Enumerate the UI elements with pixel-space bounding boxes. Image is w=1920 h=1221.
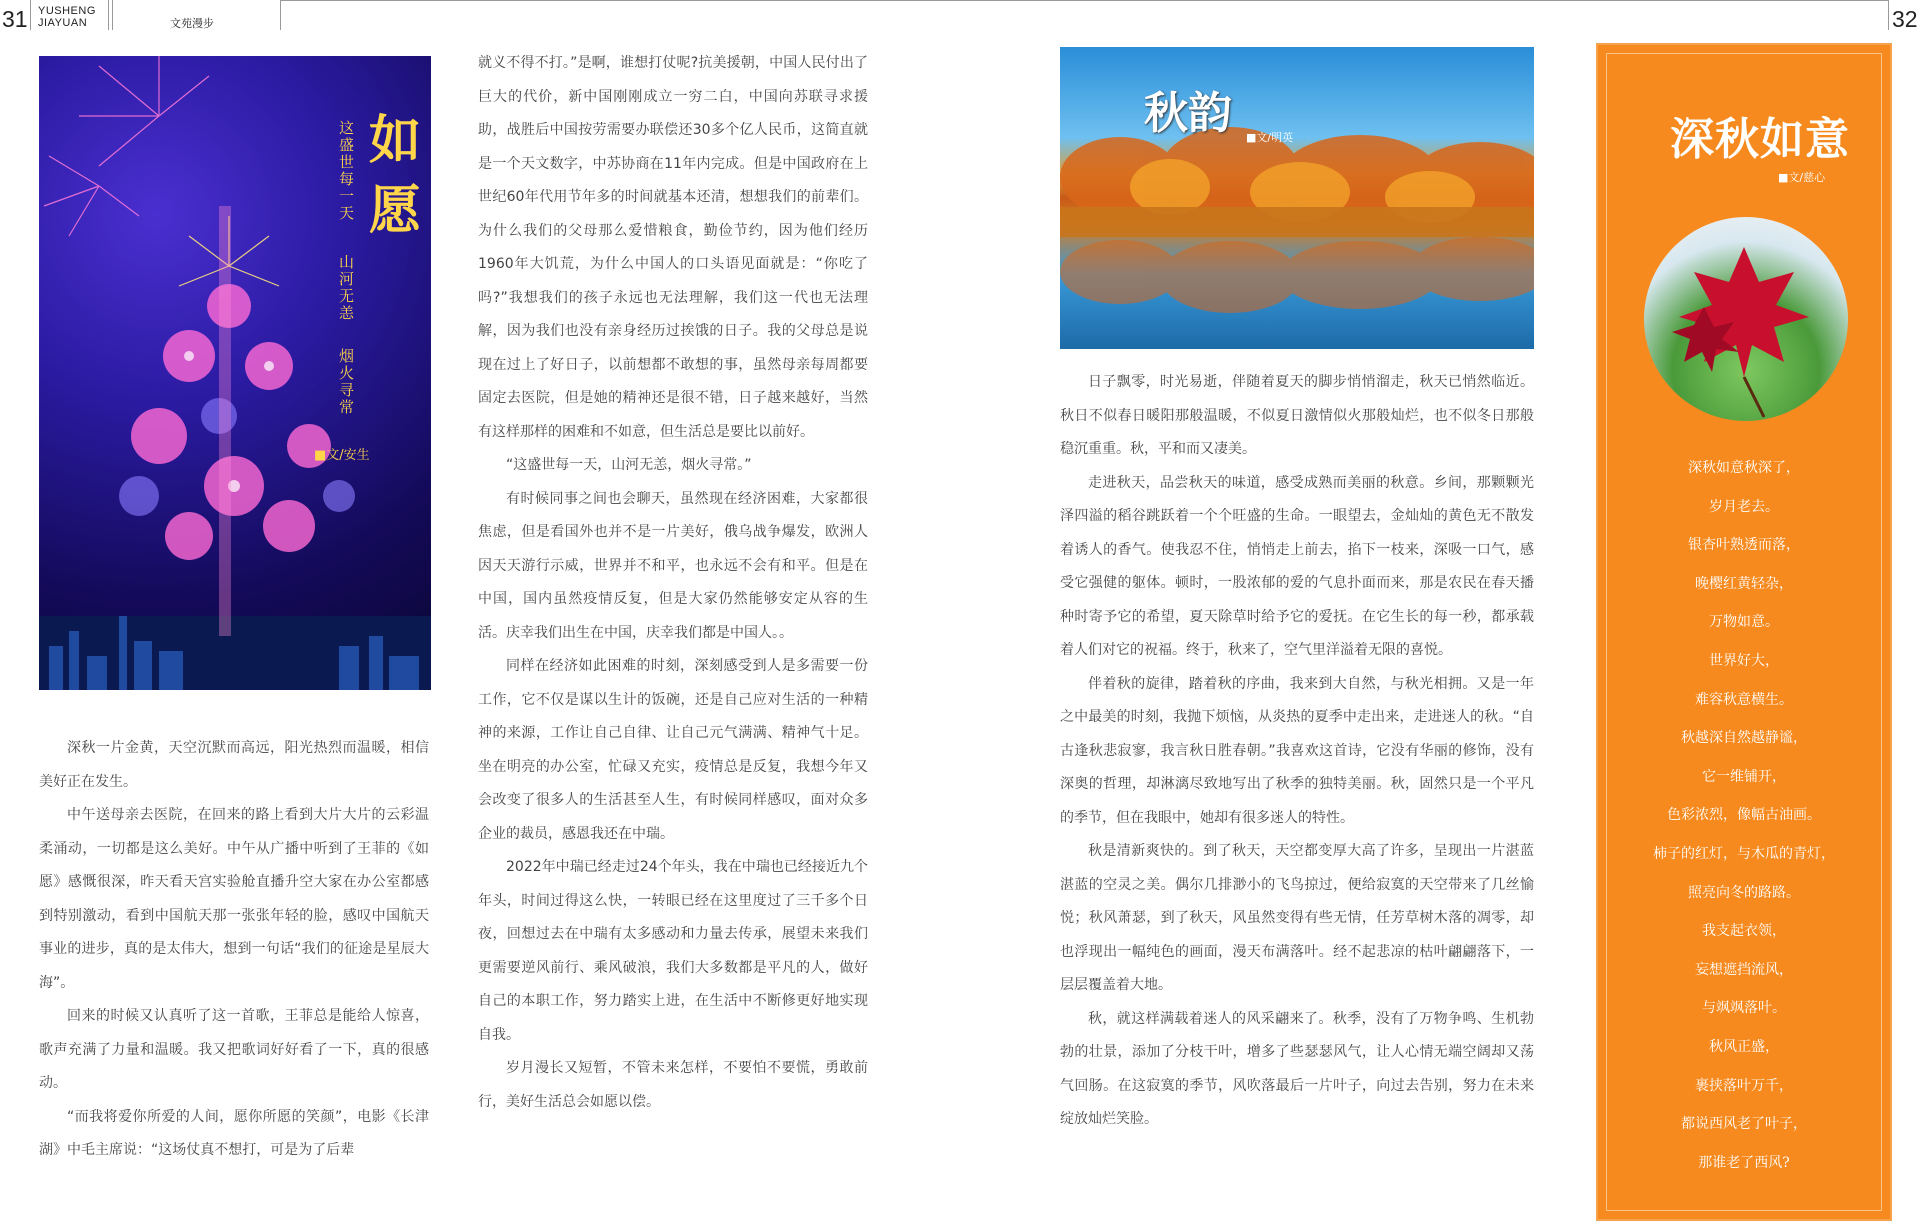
paragraph: 有时候同事之间也会聊天，虽然现在经济困难，大家都很焦虑，但是看国外也并不是一片美好，俄乌战争爆发，欧洲人因天天游行示威，世界并不和平，也永远不会有和平。但是在中国，国内虽然疫情反复，但是大家仍然能够安定从容的生活。庆幸我们出生在中国，庆幸我们都是中国人。。 xyxy=(478,490,868,641)
paragraph: 岁月漫长又短暂，不管未来怎样，不要怕不要慌，勇敢前行，美好生活总会如愿以偿。 xyxy=(478,1060,868,1110)
poem-line: 岁月老去。 xyxy=(1709,498,1779,515)
paragraph: 2022年中瑞已经走过24个年头，我在中瑞也已经接近九个年头，时间过得这么快，一转眼已经在这里度过了三千多个日夜，回想过去在中瑞有太多感动和力量去传承，展望未来我们更需要逆风前行、乘风破浪，我们大多数都是平凡的人，做好自己的本职工作，努力踏实上进，在生活中不断修更好地实现自我。 xyxy=(478,859,868,1043)
paragraph: 秋，就这样满载着迷人的风采翩来了。秋季，没有了万物争鸣、生机勃勃的壮景，添加了分枝干叶，增多了些瑟瑟风气，让人心情无端空阔却又荡气回肠。在这寂寞的季节，风吹落最后一片叶子，向过去告别，努力在未来绽放灿烂笑脸。 xyxy=(1060,1010,1534,1127)
subtitle-line-3: 烟火寻常 xyxy=(337,348,355,416)
article-column xyxy=(478,47,868,1119)
poem-line: 妄想遮挡流风， xyxy=(1695,961,1793,978)
header-rule xyxy=(280,0,1888,1)
poem-line: 万物如意。 xyxy=(1709,614,1779,631)
poem-title: 深秋如意 xyxy=(1670,114,1850,165)
poem-line: 色彩浓烈，像幅古油画。 xyxy=(1667,807,1821,824)
poem-line: 我支起衣领， xyxy=(1702,923,1786,940)
brand-line-2: JIAYUAN xyxy=(38,17,88,29)
header-divider xyxy=(112,0,113,30)
poem-line: 银杏叶熟透而落， xyxy=(1688,537,1800,554)
poem-panel xyxy=(1596,43,1892,1221)
paragraph: 回来的时候又认真听了这一首歌，王菲总是能给人惊喜，歌声充满了力量和温暖。我又把歌词好好看了一下，真的很感动。 xyxy=(39,1008,429,1091)
paragraph: 就义不得不打。”是啊，谁想打仗呢?抗美援朝，中国人民付出了巨大的代价，新中国刚刚成立一穷二白，中国向苏联寻求援助，战胜后中国按劳需要办联偿还30多个亿人民币，这简直就是一个天文数字，中苏协商在11年内完成。但是中国政府在上世纪60年代用节年多的时间就基本还清，想想我们的前辈们。为什么我们的父母那么爱惜粮食，勤俭节约，因为他们经历1960年大饥荒，为什么中国人的口头语见面就是：“你吃了吗?”我想我们的孩子永远也无法理解，我们这一代也无法理解，因为我们也没有亲身经历过挨饿的日子。我的父母总是说现在过上了好日子，以前想都不敢想的事，虽然母亲每周都要固定去医院，但是她的精神还是很不错，日子越来越好，当然有这样那样的困难和不如意，但生活总是要比以前好。 xyxy=(478,55,868,440)
poem-line: 深秋如意秋深了， xyxy=(1688,460,1800,476)
autumn-trees-illustration xyxy=(1060,47,1534,349)
maple-leaf-photo xyxy=(1644,217,1848,421)
header-divider xyxy=(1888,0,1889,30)
article-byline: ■文/安生 xyxy=(314,448,370,463)
poem-line: 与飒飒落叶。 xyxy=(1702,1000,1786,1017)
paragraph: 中午送母亲去医院，在回来的路上看到大片大片的云彩温柔涌动，一切都是这么美好。中午从广播中听到了王菲的《如愿》感慨很深，昨天看天宫实验舱直播升空大家在办公室都感到特别激动，看到中国航天那一张张年轻的脸，感叹中国航天事业的进步，真的是太伟大，想到一句话“我们的征途是星辰大海”。 xyxy=(39,807,429,991)
page-number-left: 31 xyxy=(2,6,28,32)
paragraph: “这盛世每一天，山河无恙，烟火寻常。” xyxy=(506,457,752,473)
subtitle-line-1: 这盛世每一天 xyxy=(337,120,355,222)
paragraph: 深秋一片金黄，天空沉默而高远，阳光热烈而温暖，相信美好正在发生。 xyxy=(39,740,429,790)
section-label: 文苑漫步 xyxy=(170,17,214,30)
poem-line: 难容秋意横生。 xyxy=(1695,691,1793,708)
header-divider xyxy=(280,0,281,30)
maple-leaf-illustration xyxy=(1644,217,1848,421)
poem-line: 秋风正盛， xyxy=(1709,1038,1779,1055)
poem-line: 那谁老了西风? xyxy=(1698,1154,1790,1171)
brand-logo-text xyxy=(38,5,96,29)
header-divider xyxy=(108,0,109,30)
autumn-lake-photo xyxy=(1060,47,1534,349)
poem-line: 柿子的红灯，与木瓜的青灯， xyxy=(1653,845,1835,862)
paragraph: 同样在经济如此困难的时刻，深刻感受到人是多需要一份工作，它不仅是谋以生计的饭碗，还是自己应对生活的一种精神的来源，工作让自己自律、让自己元气满满、精神气十足。坐在明亮的办公室，忙碌又充实，疫情总是反复，我想今年又会改变了很多人的生活甚至人生，有时候同样感叹，面对众多企业的裁员，感恩我还在中瑞。 xyxy=(478,658,868,842)
poem-line: 它一维铺开， xyxy=(1702,768,1786,785)
article-title: 如愿 xyxy=(369,110,422,241)
article-column xyxy=(1060,366,1534,1137)
subtitle-line-2: 山河无恙 xyxy=(337,254,355,322)
paragraph: 走进秋天，品尝秋天的味道，感受成熟而美丽的秋意。乡间，那颗颗光泽四溢的稻谷跳跃着一个个旺盛的生命。一眼望去，金灿灿的黄色无不散发着诱人的香气。使我忍不住，悄悄走上前去，掐下一枝来，深吸一口气，感受它强健的躯体。顿时，一股浓郁的爱的气息扑面而来，那是农民在春天播种时寄予它的希望，夏天除草时给予它的爱抚。在它生长的每一秒，都承载着人们对它的祝福。终于，秋来了，空气里洋溢着无限的喜悦。 xyxy=(1060,474,1534,658)
poem-line: 世界好大， xyxy=(1709,652,1779,669)
poem-line: 都说西风老了叶子， xyxy=(1681,1116,1807,1133)
poem-body xyxy=(1598,449,1890,1182)
poem-line: 晚樱红黄轻杂， xyxy=(1695,575,1793,592)
poster-fireworks xyxy=(39,56,431,690)
poem-byline: ■文/慈心 xyxy=(1778,171,1826,184)
paragraph: 秋是清新爽快的。到了秋天，天空都变厚大高了许多，呈现出一片湛蓝湛蓝的空灵之美。偶尔几排渺小的飞鸟掠过，便给寂寞的天空带来了几丝愉悦；秋风萧瑟，到了秋天，风虽然变得有些无情，任芳草树木落的凋零，却也浮现出一幅纯色的画面，漫天布满落叶。经不起悲凉的枯叶翩翩落下，一层层覆盖着大地。 xyxy=(1060,843,1534,993)
page-number-right: 32 xyxy=(1892,6,1918,32)
brand-line-1: YUSHENG xyxy=(38,5,96,17)
poem-line: 照亮向冬的路路。 xyxy=(1688,884,1800,901)
header-divider xyxy=(30,0,31,30)
paragraph: 日子飘零，时光易逝，伴随着夏天的脚步悄悄溜走，秋天已悄然临近。秋日不似春日暖阳那般温暖，不似夏日激情似火那般灿烂，也不似冬日那般稳沉重重。秋，平和而又凄美。 xyxy=(1060,374,1534,457)
article-column xyxy=(39,732,429,1168)
poem-line: 秋越深自然越静谧， xyxy=(1681,730,1807,747)
article-byline: ■文/明英 xyxy=(1246,131,1294,144)
article-title: 秋韵 xyxy=(1144,88,1232,139)
paragraph: 伴着秋的旋律，踏着秋的序曲，我来到大自然，与秋光相拥。又是一年之中最美的时刻，我抛下烦恼，从炎热的夏季中走出来，走进迷人的秋。“自古逢秋悲寂寥，我言秋日胜春朝。”我喜欢这首诗，它没有华丽的修饰，没有深奥的哲理，却淋漓尽致地写出了秋季的独特美丽。秋，固然只是一个平凡的季节，但在我眼中，她却有很多迷人的特性。 xyxy=(1060,675,1534,826)
paragraph: “而我将爱你所爱的人间，愿你所愿的笑颜”，电影《长津湖》中毛主席说：“这场仗真不想打，可是为了后辈 xyxy=(39,1108,429,1158)
poem-line: 裹挟落叶万千， xyxy=(1695,1077,1793,1094)
